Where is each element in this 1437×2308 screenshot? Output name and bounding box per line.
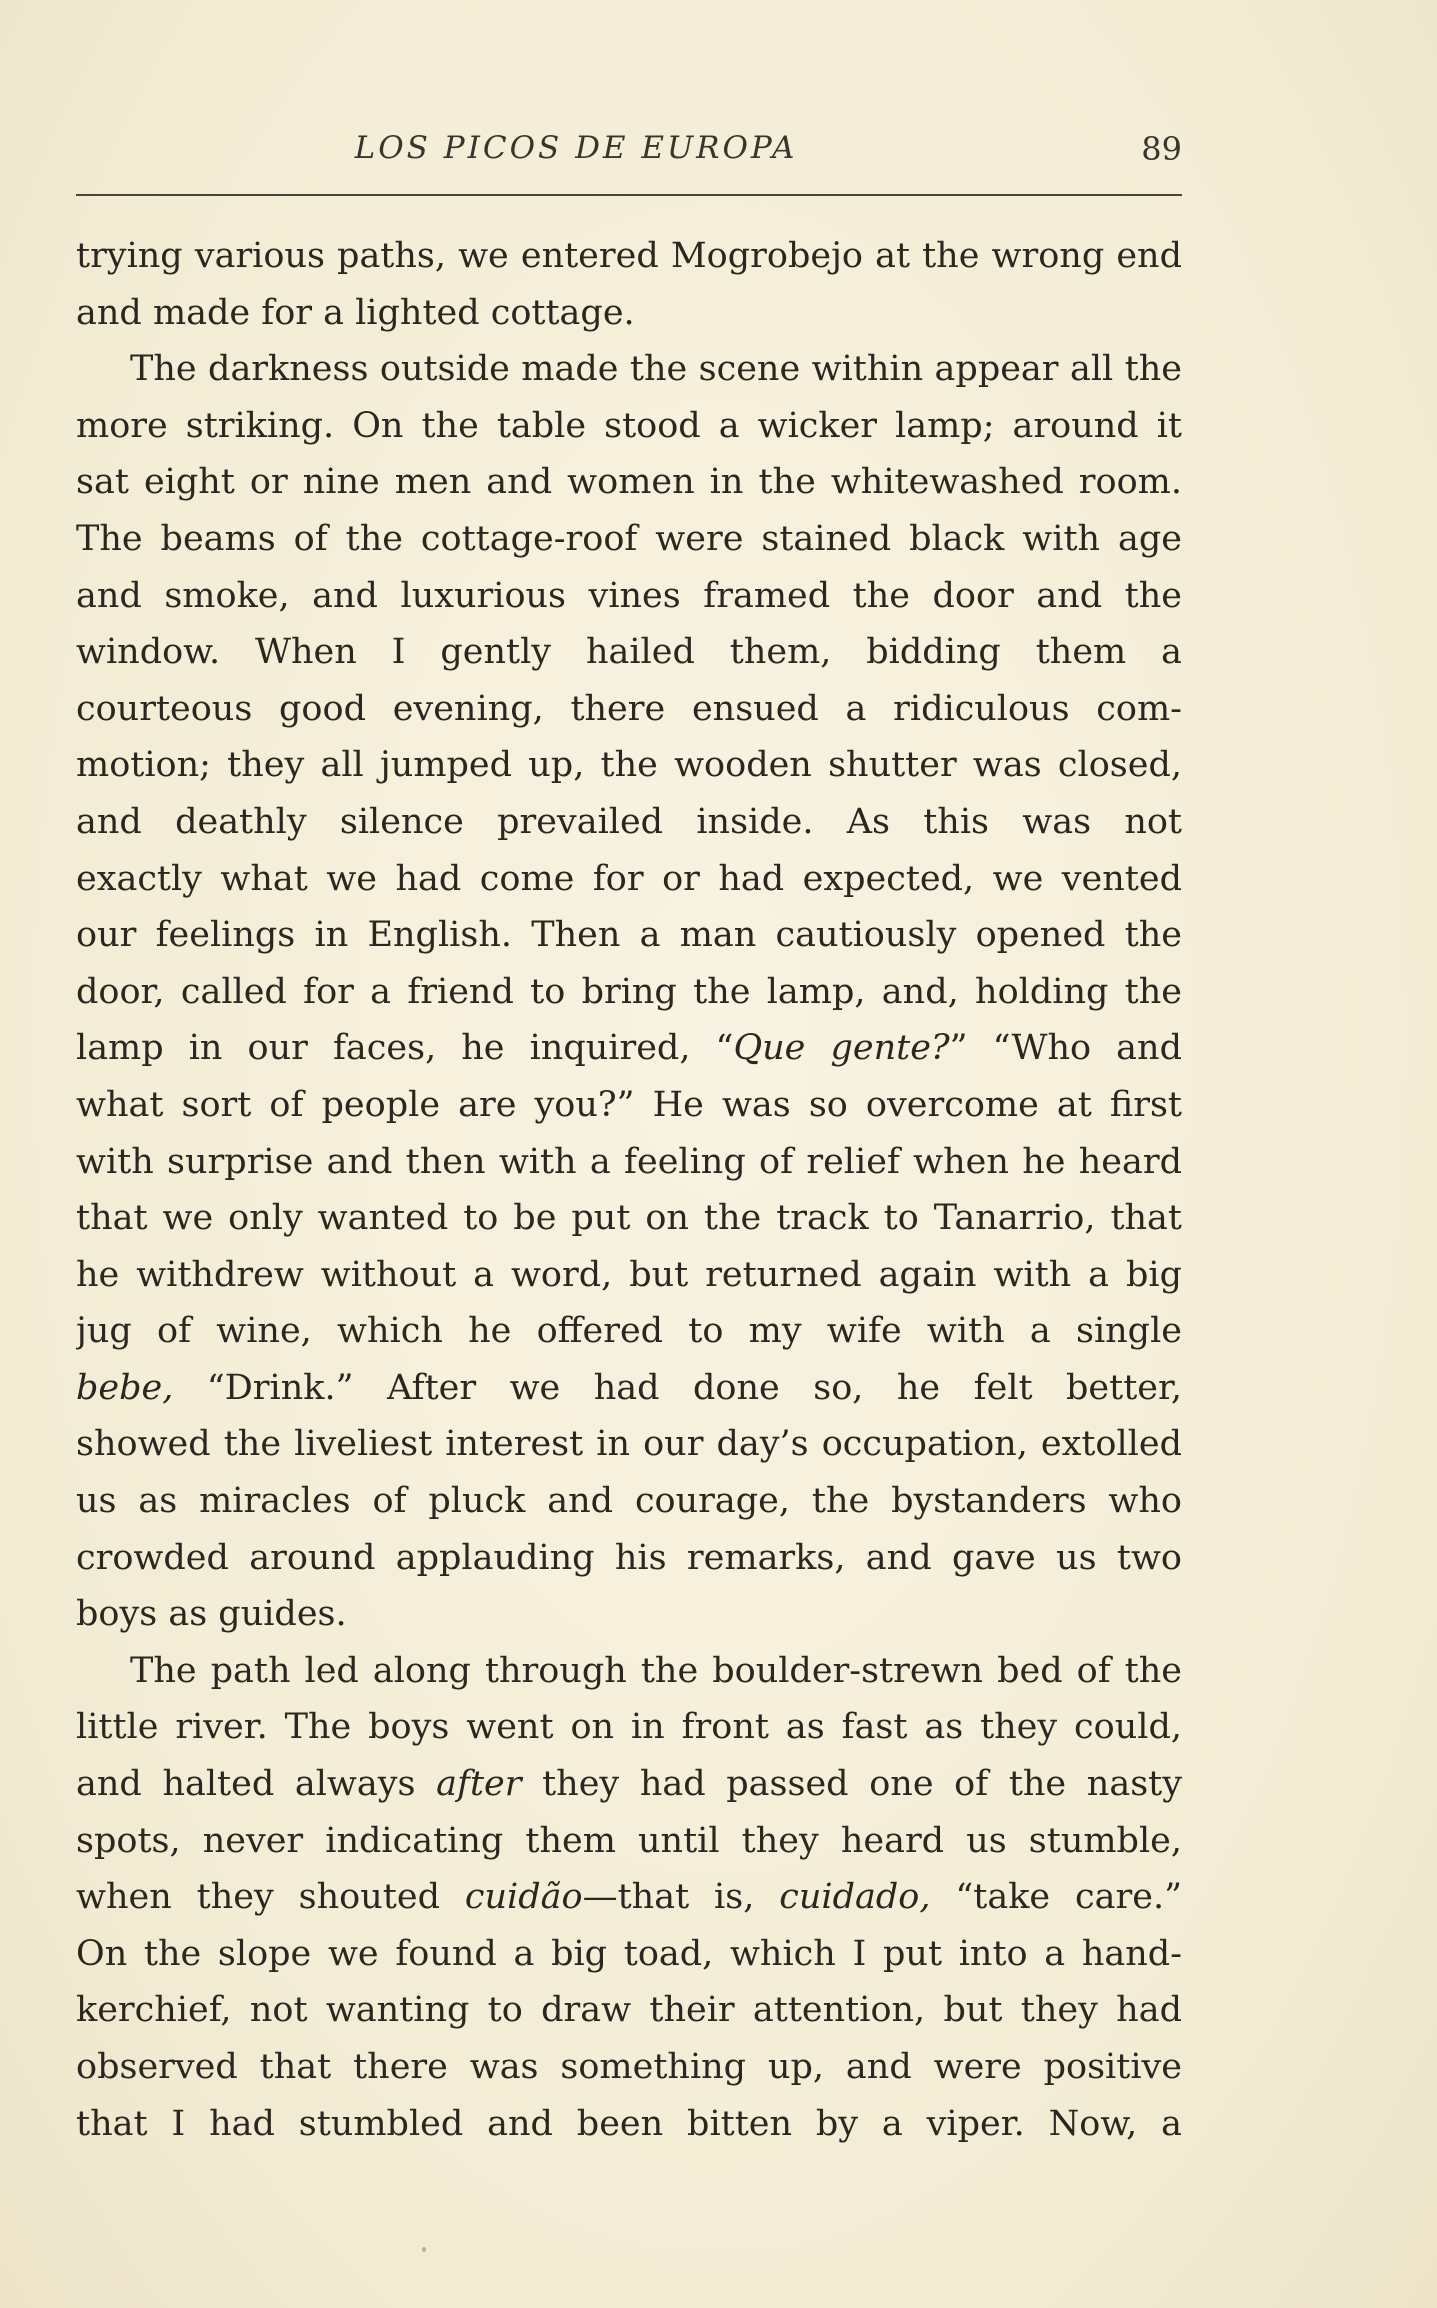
text-line: what sort of people are you?” He was so overcome at first [76, 1084, 1182, 1125]
italic-phrase: Que gente? [733, 1028, 950, 1069]
running-title: LOS PICOS DE EUROPA [354, 130, 798, 166]
italic-phrase: bebe, [76, 1367, 174, 1408]
text-line: sat eight or nine men and women in the whitewashed room. [76, 462, 1182, 503]
text-line: window. When I gently hailed them, bidding them a [76, 632, 1182, 673]
text-line: courteous good evening, there ensued a ridiculous com- [76, 688, 1182, 729]
text-line: that I had stumbled and been bitten by a viper. Now, a [76, 2103, 1182, 2144]
text-line: with surprise and then with a feeling of relief when he heard [76, 1141, 1182, 1182]
text-line: trying various paths, we entered Mogrobejo at the wrong end [76, 236, 1182, 276]
text-line: The darkness outside made the scene within appear all the [130, 349, 1182, 390]
text-line: spots, never indicating them until they heard us stumble, [76, 1820, 1182, 1861]
text-line: motion; they all jumped up, the wooden shutter was closed, [76, 745, 1182, 786]
text-line: crowded around applauding his remarks, and gave us two [76, 1537, 1182, 1578]
header-rule [76, 194, 1182, 196]
text-line: door, called for a friend to bring the lamp, and, holding the [76, 971, 1182, 1012]
text-line: little river. The boys went on in front as fast as they could, [76, 1707, 1182, 1748]
text-line: that we only wanted to be put on the track to Tanarrio, that [76, 1198, 1182, 1239]
italic-phrase: cuidado, [779, 1877, 931, 1918]
text-line: and smoke, and luxurious vines framed the door and the [76, 575, 1182, 616]
body-text [76, 228, 1182, 2152]
text-line: boys as guides. [76, 1594, 347, 1635]
text-line: he withdrew without a word, but returned again with a big [76, 1254, 1182, 1295]
page-number: 89 [1141, 130, 1182, 168]
text-line: when they shouted cuidão—that is, cuidado, “take care.” [76, 1877, 1182, 1918]
text-line: The path led along through the boulder-strewn bed of the [130, 1650, 1182, 1691]
text-line: showed the liveliest interest in our day’s occupation, extolled [76, 1424, 1182, 1465]
text-line: jug of wine, which he offered to my wife with a single [76, 1311, 1182, 1352]
text-line: The beams of the cottage-roof were stained black with age [76, 518, 1182, 559]
paper-speck [422, 2247, 426, 2252]
text-line: exactly what we had come for or had expected, we vented [76, 858, 1182, 899]
text-line: more striking. On the table stood a wicker lamp; around it [76, 405, 1182, 446]
italic-phrase: cuidão [464, 1877, 583, 1918]
italic-phrase: after [436, 1764, 522, 1805]
page-header [76, 120, 1182, 176]
text-line: and deathly silence prevailed inside. As this was not [76, 801, 1182, 842]
text-line: bebe, “Drink.” After we had done so, he felt better, [76, 1367, 1182, 1408]
text-line: lamp in our faces, he inquired, “Que gente?” “Who and [76, 1028, 1182, 1069]
text-line: us as miracles of pluck and courage, the bystanders who [76, 1481, 1182, 1522]
text-line: our feelings in English. Then a man cautiously opened the [76, 915, 1182, 956]
text-line: and halted always after they had passed one of the nasty [76, 1764, 1182, 1805]
text-line: On the slope we found a big toad, which I put into a hand- [76, 1933, 1182, 1974]
text-line: and made for a lighted cottage. [76, 292, 635, 333]
text-line: observed that there was something up, and were positive [76, 2047, 1182, 2087]
text-line: kerchief, not wanting to draw their attention, but they had [76, 1990, 1182, 2031]
